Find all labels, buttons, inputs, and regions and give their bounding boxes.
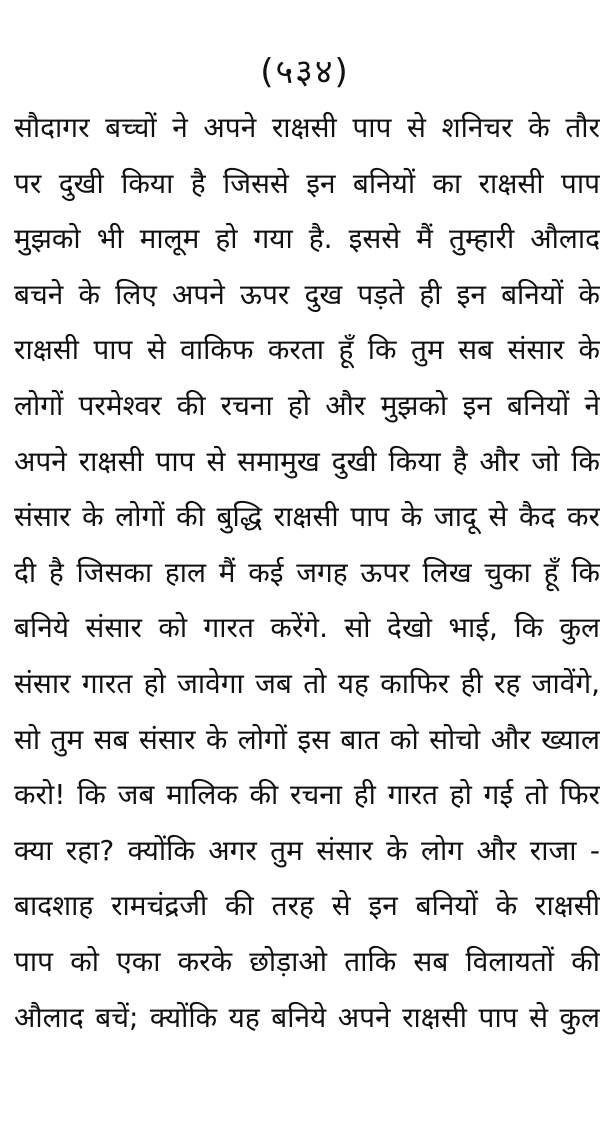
- text-line-13: करो! कि जब मालिक की रचना ही गारत हो गई तो फिर: [14, 778, 600, 812]
- body-text: [14, 100, 600, 1045]
- text-line-12: सो तुम सब संसार के लोगों इस बात को सोचो और ख्याल: [14, 722, 600, 756]
- text-line-15: बादशाह रामचंद्रजी की तरह से इन बनियों के राक्षसी: [14, 889, 600, 923]
- text-line-1: सौदागर बच्चों ने अपने राक्षसी पाप से शनिचर के तौर: [14, 111, 600, 144]
- text-line-11: संसार गारत हो जावेगा जब तो यह काफिर ही रह जावेंगे,: [14, 666, 600, 700]
- text-line-3: मुझको भी मालूम हो गया है. इससे मैं तुम्हारी औलाद: [14, 222, 600, 256]
- text-line-17: औलाद बचें; क्योंकि यह बनिये अपने राक्षसी पाप से कुल: [14, 1000, 600, 1034]
- text-line-9: दी है जिसका हाल मैं कई जगह ऊपर लिख चुका हूँ कि: [14, 555, 600, 589]
- text-line-14: क्या रहा? क्योंकि अगर तुम संसार के लोग और राजा -: [14, 833, 600, 867]
- text-line-2: पर दुखी किया है जिससे इन बनियों का राक्षसी पाप: [14, 166, 600, 200]
- text-line-10: बनिये संसार को गारत करेंगे. सो देखो भाई, कि कुल: [14, 611, 600, 645]
- text-line-4: बचने के लिए अपने ऊपर दुख पड़ते ही इन बनियों के: [14, 277, 600, 311]
- text-line-8: संसार के लोगों की बुद्धि राक्षसी पाप के जादू से कैद कर: [14, 500, 600, 534]
- page-number: (५३४): [260, 52, 350, 92]
- text-line-16: पाप को एका करके छोड़ाओ ताकि सब विलायतों की: [14, 944, 600, 978]
- text-line-5: राक्षसी पाप से वाकिफ करता हूँ कि तुम सब संसार के: [14, 333, 600, 367]
- text-line-7: अपने राक्षसी पाप से समामुख दुखी किया है और जो कि: [14, 444, 600, 478]
- text-line-6: लोगों परमेश्वर की रचना हो और मुझको इन बनियों ने: [14, 388, 600, 422]
